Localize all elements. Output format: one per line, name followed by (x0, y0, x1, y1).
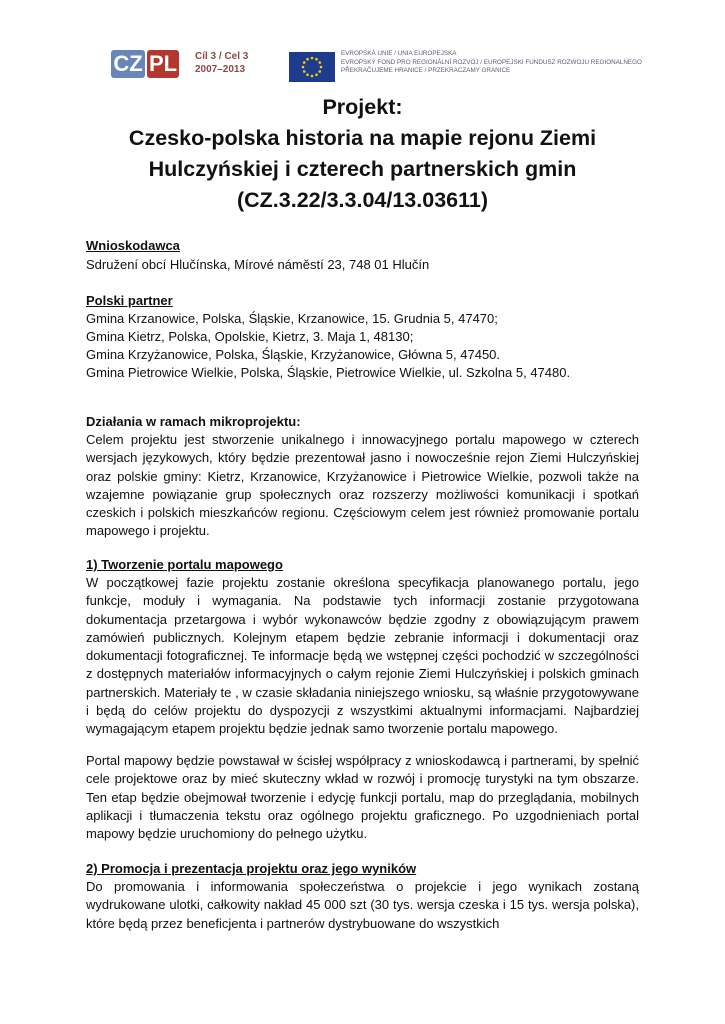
section1-paragraph-2: Portal mapowy będzie powstawał w ścisłej współpracy z wnioskodawcą i partnerami, by spełnić cele projektowe oraz by mieć skuteczny wkład w rozwój i promocję turystyki na tym obszarze. Ten etap będzie obejmował tworzenie i edycję funkcji portalu, map do przeglądania, mobilnych aplikacji i tłumaczenia tekstu oraz ogólnego projektu graficznego. Po uzgodnieniach portal mapowy będzie uruchomiony do pełnego użytku. (86, 753, 639, 842)
eu-star-icon (315, 58, 318, 61)
section2-paragraph: Do promowania i informowania społeczeństwa o projekcie i jego wynikach zostaną wydrukowane ulotki, całkowity nakład 45 000 szt (30 tys. wersja czeska i 15 tys. wersja polska), które będą przez beneficjenta i partnerów dystrybuowane do wszystkich (86, 879, 639, 931)
eu-star-icon (320, 66, 323, 69)
actions-heading: Działania w ramach mikroprojektu: (86, 414, 301, 429)
partner-line: Gmina Krzanowice, Polska, Śląskie, Krzanowice, 15. Grudnia 5, 47470; (86, 311, 498, 326)
partner-line: Gmina Pietrowice Wielkie, Polska, Śląskie, Pietrowice Wielkie, ul. Szkolna 5, 47480. (86, 365, 571, 380)
applicant-text: Sdružení obcí Hlučínska, Mírové náměstí 23, 748 01 Hlučín (86, 257, 430, 272)
eu-star-icon (318, 61, 321, 64)
czpl-logo (111, 50, 251, 80)
document-title: Projekt: Czesko-polska historia na mapie rejonu Ziemi Hulczyńskiej i czterech partnerskich gmin (CZ.3.22/3.3.04/13.03611) (128, 95, 597, 212)
partner-heading: Polski partner (86, 293, 173, 308)
eu-label: EVROPSKÁ UNIE / UNIA EUROPEJSKA EVROPSKÝ FOND PRO REGIONÁLNÍ ROZVOJ / EUROPEJSKI FUNDUSZ ROZWOJU REGIONALNEGO PŘEKRAČUJEME HRANICE / PRZEKRACZAMY GRANICE (341, 50, 642, 74)
eu-star-icon (303, 70, 306, 73)
eu-star-icon (311, 57, 314, 60)
eu-star-icon (302, 66, 305, 69)
partner-line: Gmina Kietrz, Polska, Opolskie, Kietrz, 3. Maja 1, 48130; (86, 329, 414, 344)
eu-star-icon (318, 70, 321, 73)
pl-logo-box: PL (148, 51, 178, 76)
actions-paragraph: Celem projektu jest stworzenie unikalnego i innowacyjnego portalu mapowego w czterech wersjach językowych, który będzie prezentował jasno i nowocześnie rejon Ziemi Hulczyńskiej oraz polskie gminy: Kietrz, Krzanowice, Krzyżanowice i Pietrowice Wielkie, pozwoli także na wzajemne powiązanie grup społecznych oraz rozszerzy możliwości komunikacji i spotkań czeskich i polskich mieszkańców regionu. Częściowym celem jest również promowanie portalu mapowego i projektu. (86, 432, 639, 539)
section1-heading: 1) Tworzenie portalu mapowego (86, 557, 283, 572)
eu-star-icon (303, 61, 306, 64)
section1-paragraph: W początkowej fazie projektu zostanie określona specyfikacja planowanego portalu, jego funkcje, moduły i wymagania. Na podstawie tych informacji zostanie przygotowana dokumentacja przetargowa i wybór wykonawców będzie zgodny z obowiązującym prawem zamówień publicznych. Kolejnym etapem będzie zebranie informacji i dokumentacji oraz dokumentacji fotograficznej. Te informacje będą we wstępnej części pochodzić w szczególności z dostępnych materiałów informacyjnych o całym rejonie Ziemi Hulczyńskiej i polskich gminach partnerskich. Materiały te , w czasie składania niniejszego wniosku, są właśnie przygotowywane i będą do celów projektu do dyspozycji z wszystkimi aktualnymi informacjami. Najbardziej wymagającym etapem projektu będzie jednak samo tworzenie portalu mapowego. (86, 575, 639, 737)
eu-star-icon (315, 73, 318, 76)
eu-star-icon (306, 58, 309, 61)
partner-line: Gmina Krzyżanowice, Polska, Śląskie, Krzyżanowice, Główna 5, 47450. (86, 347, 501, 362)
section2-heading: 2) Promocja i prezentacja projektu oraz jego wyników (86, 861, 417, 876)
eu-flag-icon (289, 52, 335, 82)
header-logos (0, 46, 725, 86)
cz-logo-box: CZ (111, 50, 145, 78)
eu-star-icon (306, 73, 309, 76)
programme-label: Cíl 3 / Cel 3 2007–2013 (195, 51, 249, 75)
eu-star-icon (311, 75, 314, 78)
applicant-heading: Wnioskodawca (86, 238, 180, 253)
